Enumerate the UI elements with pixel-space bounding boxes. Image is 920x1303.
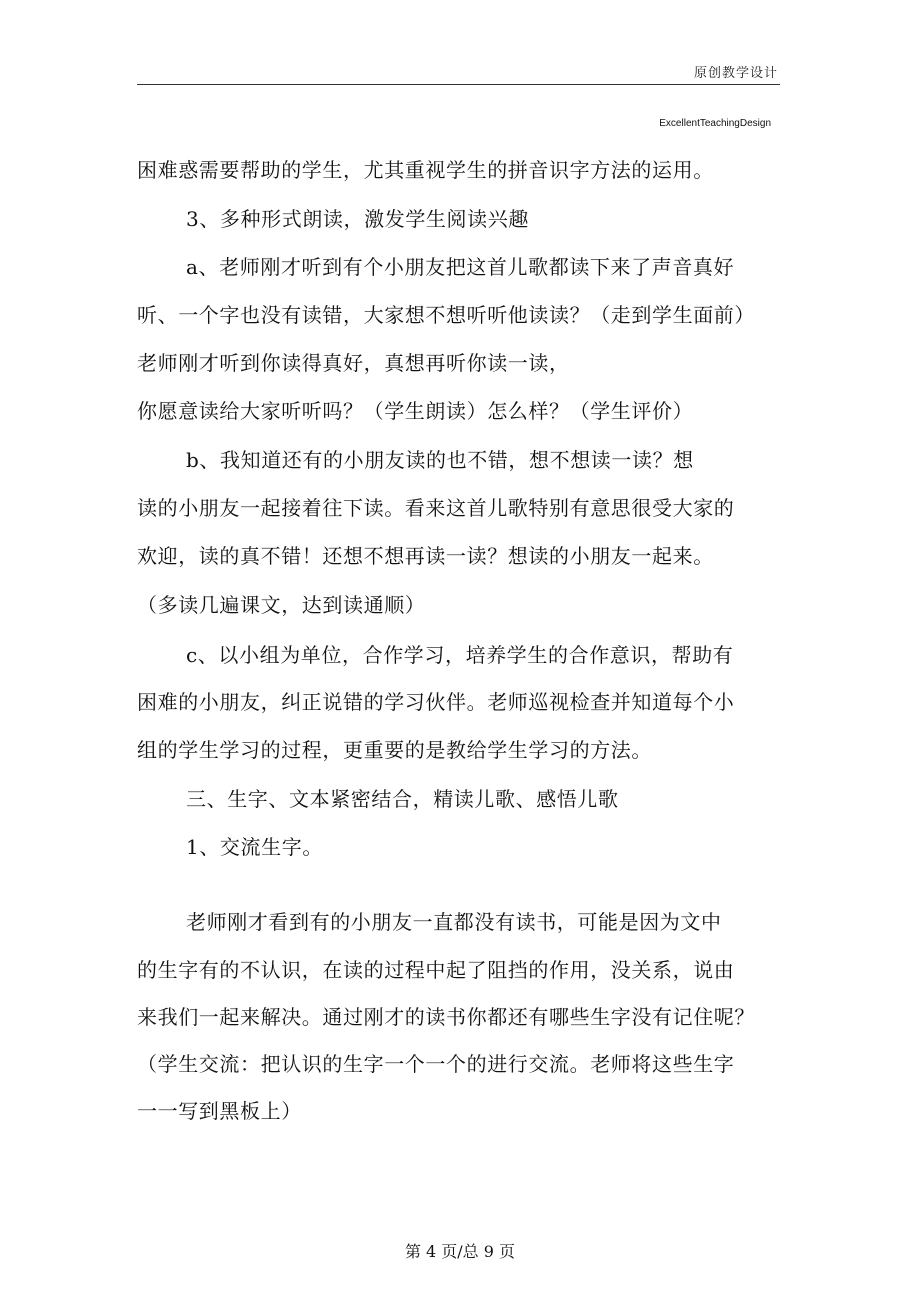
header-subtitle: ExcellentTeachingDesign bbox=[659, 118, 771, 129]
body-line: c、以小组为单位，合作学习，培养学生的合作意识，帮助有 bbox=[186, 643, 734, 667]
body-line: 的生字有的不认识，在读的过程中起了阻挡的作用，没关系，说由 bbox=[137, 958, 735, 982]
header-divider bbox=[137, 84, 780, 85]
body-line: 欢迎，读的真不错！还想不想再读一读？想读的小朋友一起来。 bbox=[137, 544, 714, 568]
header-title: 原创教学设计 bbox=[693, 66, 778, 81]
body-line: a、老师刚才听到有个小朋友把这首儿歌都读下来了声音真好 bbox=[186, 255, 735, 279]
section-heading: 3、多种形式朗读，激发学生阅读兴趣 bbox=[186, 207, 529, 231]
body-line: （学生交流：把认识的生字一个一个的进行交流。老师将这些生字 bbox=[137, 1052, 735, 1076]
body-line: 困难惑需要帮助的学生，尤其重视学生的拼音识字方法的运用。 bbox=[137, 158, 714, 182]
body-line: 一一写到黑板上） bbox=[137, 1099, 302, 1123]
page-number: 第 4 页/总 9 页 bbox=[404, 1242, 516, 1261]
body-line: 困难的小朋友，纠正说错的学习伙伴。老师巡视检查并知道每个小 bbox=[137, 690, 735, 714]
subsection-heading: 1、交流生字。 bbox=[186, 835, 323, 859]
section-heading: 三、生字、文本紧密结合，精读儿歌、感悟儿歌 bbox=[186, 787, 619, 811]
body-line: （多读几遍课文，达到读通顺） bbox=[137, 593, 426, 617]
body-line: 老师刚才听到你读得真好，真想再听你读一读， bbox=[137, 351, 570, 375]
body-line: 老师刚才看到有的小朋友一直都没有读书，可能是因为文中 bbox=[186, 910, 722, 934]
body-line: 你愿意读给大家听听吗？（学生朗读）怎么样？（学生评价） bbox=[137, 399, 694, 423]
body-line: 读的小朋友一起接着往下读。看来这首儿歌特别有意思很受大家的 bbox=[137, 496, 735, 520]
body-line: 组的学生学习的过程，更重要的是教给学生学习的方法。 bbox=[137, 738, 652, 762]
body-line: 来我们一起来解决。通过刚才的读书你都还有哪些生字没有记住呢？ bbox=[137, 1005, 755, 1029]
body-line: 听、一个字也没有读错，大家想不想听听他读读？（走到学生面前） bbox=[137, 303, 755, 327]
body-line: b、我知道还有的小朋友读的也不错，想不想读一读？想 bbox=[186, 448, 694, 472]
